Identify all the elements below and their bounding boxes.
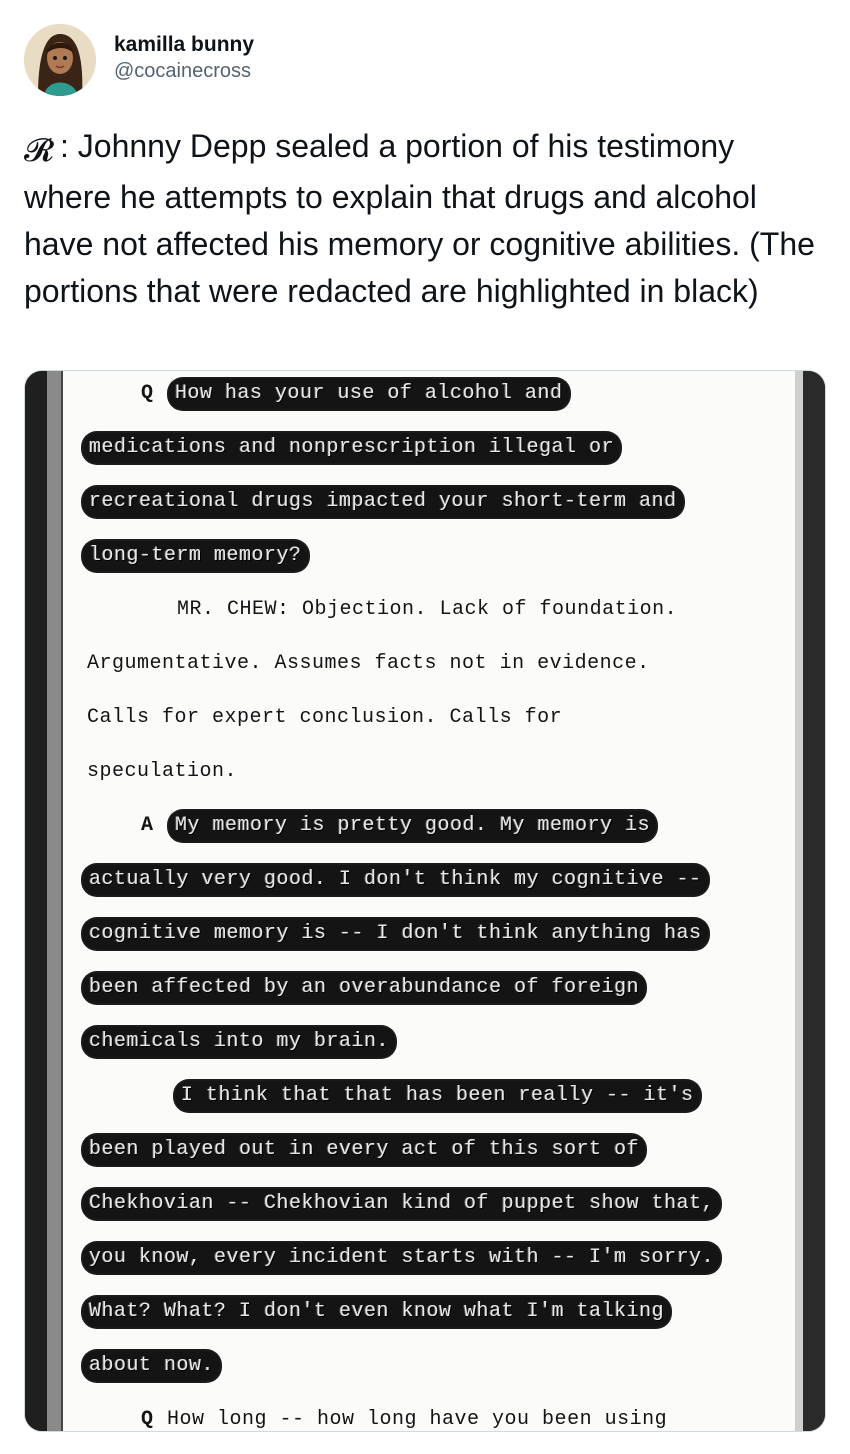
objection-line: MR. CHEW: Objection. Lack of foundation.	[177, 598, 678, 621]
redacted-text: cognitive memory is -- I don't think anything has	[83, 919, 708, 949]
tweet-header	[24, 22, 824, 98]
transcript-line	[81, 485, 685, 519]
redacted-text: recreational drugs impacted your short-term and	[83, 487, 683, 517]
objection-line: Calls for expert conclusion. Calls for	[87, 706, 563, 729]
tweet-media-image[interactable]	[24, 370, 826, 1432]
transcript-text	[63, 371, 795, 1431]
scan-edge-right	[803, 371, 825, 1431]
transcript-page	[61, 371, 795, 1431]
transcript-line	[81, 917, 710, 951]
question-tag: Q	[141, 382, 154, 405]
redacted-text: about now.	[83, 1351, 220, 1381]
redacted-text: been played out in every act of this sort of	[83, 1135, 645, 1165]
transcript-line	[81, 863, 710, 897]
question-text: How long -- how long have you been using	[167, 1408, 668, 1431]
redacted-text: you know, every incident starts with -- I'm sorry.	[83, 1243, 720, 1273]
transcript-line	[81, 1241, 722, 1275]
transcript-line	[141, 809, 658, 843]
redacted-text: actually very good. I don't think my cognitive --	[83, 865, 708, 895]
redacted-text: been affected by an overabundance of foreign	[83, 973, 645, 1003]
transcript-line	[81, 1025, 397, 1059]
avatar[interactable]	[24, 24, 96, 96]
objection-line: Argumentative. Assumes facts not in evidence.	[87, 652, 650, 675]
transcript-line	[173, 1079, 702, 1113]
tweet-body: : Johnny Depp sealed a portion of his testimony where he attempts to explain that drugs and alcohol have not affected his memory or cognitive abilities. (The portions that were redacted are highlighted in black)	[24, 128, 815, 309]
redacted-text: How has your use of alcohol and	[169, 379, 569, 409]
transcript-line	[81, 1295, 672, 1329]
transcript-line	[81, 1187, 722, 1221]
transcript-line	[81, 1133, 647, 1167]
scan-edge-left	[25, 371, 47, 1431]
transcript-line	[141, 377, 571, 411]
redacted-text: Chekhovian -- Chekhovian kind of puppet show that,	[83, 1189, 720, 1219]
transcript-line	[81, 431, 622, 465]
question-tag: Q	[141, 1408, 154, 1431]
redacted-text: My memory is pretty good. My memory is	[169, 811, 656, 841]
transcript-line	[81, 971, 647, 1005]
transcript-line	[81, 539, 310, 573]
redacted-text: What? What? I don't even know what I'm talking	[83, 1297, 670, 1327]
script-r-glyph: 𝓡	[24, 132, 54, 168]
author-handle[interactable]: @cocainecross	[114, 60, 252, 82]
answer-tag: A	[141, 814, 154, 837]
redacted-text: chemicals into my brain.	[83, 1027, 395, 1057]
scan-edge-strip-right	[795, 371, 803, 1431]
redacted-text: medications and nonprescription illegal or	[83, 433, 620, 463]
redacted-text: long-term memory?	[83, 541, 308, 571]
avatar-illustration	[24, 24, 96, 96]
tweet-text	[24, 123, 824, 315]
objection-line: speculation.	[87, 760, 238, 783]
author-display-name[interactable]: kamilla bunny	[114, 33, 255, 56]
transcript-line	[141, 1403, 667, 1432]
transcript-line	[81, 1349, 222, 1383]
redacted-text: I think that that has been really -- it's	[175, 1081, 700, 1111]
scan-edge-strip-left	[47, 371, 61, 1431]
